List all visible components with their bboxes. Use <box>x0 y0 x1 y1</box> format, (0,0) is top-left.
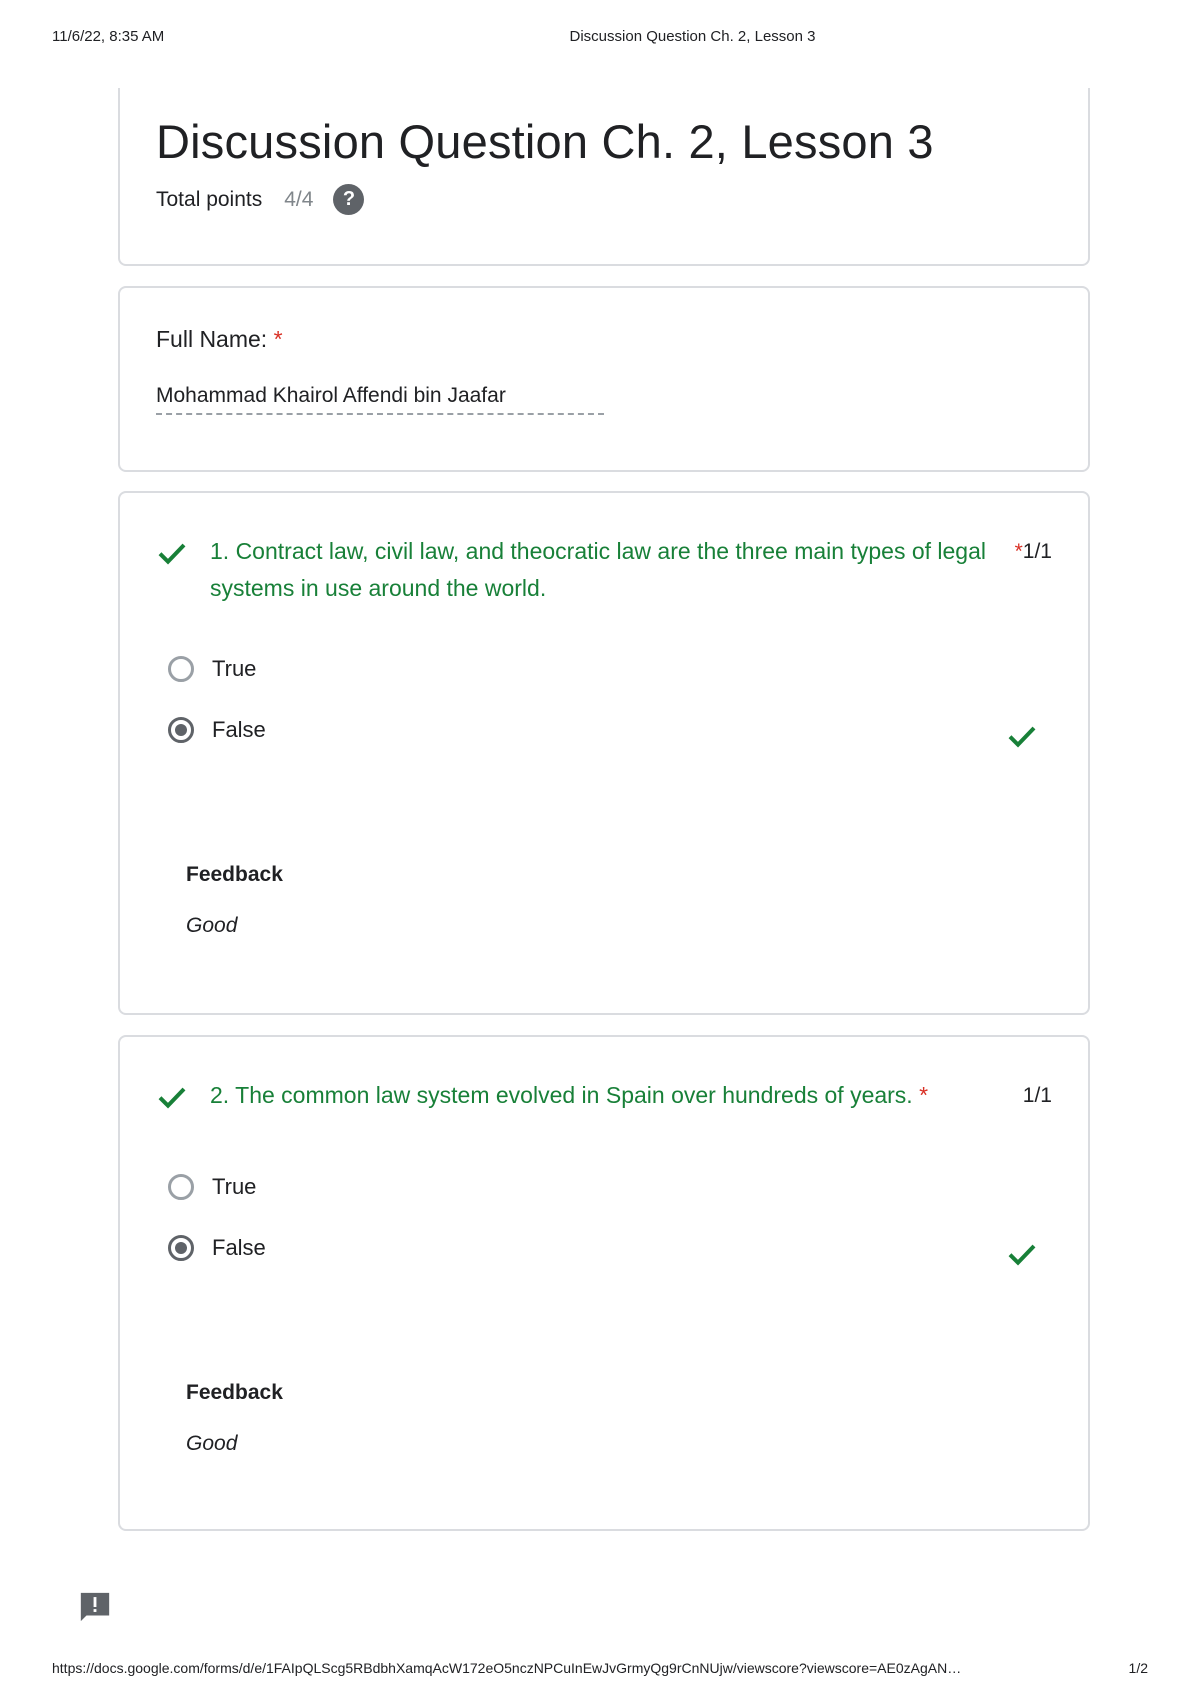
question-text <box>210 1077 990 1114</box>
correct-check-icon <box>156 1081 188 1113</box>
radio-selected[interactable] <box>168 1235 194 1261</box>
option-label: True <box>212 656 257 681</box>
option-true[interactable] <box>168 1174 256 1200</box>
option-false[interactable] <box>168 1235 266 1261</box>
question-text <box>210 533 990 607</box>
answer-correct-check-icon <box>1006 720 1038 752</box>
radio-unselected[interactable] <box>168 1174 194 1200</box>
feedback-text: Good <box>186 1432 238 1455</box>
full-name-value: Mohammad Khairol Affendi bin Jaafar <box>156 384 604 415</box>
print-doc-title: Discussion Question Ch. 2, Lesson 3 <box>569 28 816 45</box>
help-icon[interactable]: ? <box>333 184 364 215</box>
option-false[interactable] <box>168 717 266 743</box>
feedback-label: Feedback <box>186 863 283 886</box>
option-label: False <box>212 1235 266 1260</box>
form-header-card <box>118 88 1090 266</box>
question-card-1 <box>118 491 1090 1015</box>
question-2-text: 2. The common law system evolved in Spain over hundreds of years. <box>210 1082 913 1108</box>
option-true[interactable] <box>168 656 256 682</box>
total-points-row <box>156 184 364 215</box>
option-label: True <box>212 1174 257 1199</box>
form-title: Discussion Question Ch. 2, Lesson 3 <box>156 115 934 168</box>
total-points-value: 4/4 <box>284 187 314 211</box>
print-footer-url: https://docs.google.com/forms/d/e/1FAIpQLScg5RBdbhXamqAcW172eO5nczNPCuInEwJvGrmyQg9rCnNUjw/viewscore?viewscore=AE0zAgAN… <box>52 1660 962 1676</box>
full-name-card <box>118 286 1090 472</box>
option-label: False <box>212 717 266 742</box>
question-1-text: 1. Contract law, civil law, and theocratic law are the three main types of legal systems in use around the world. <box>210 538 987 601</box>
print-page-number: 1/2 <box>1128 1660 1148 1676</box>
question-card-2 <box>118 1035 1090 1531</box>
question-2-score: 1/1 <box>1022 1084 1052 1107</box>
correct-check-icon <box>156 537 188 569</box>
feedback-text: Good <box>186 914 238 937</box>
radio-unselected[interactable] <box>168 656 194 682</box>
question-score <box>1015 533 1052 570</box>
required-mark: * <box>919 1082 929 1108</box>
question-1-score: 1/1 <box>1022 540 1052 563</box>
required-mark: * <box>1014 540 1023 563</box>
print-datetime: 11/6/22, 8:35 AM <box>52 28 165 45</box>
feedback-label: Feedback <box>186 1381 283 1404</box>
radio-selected[interactable] <box>168 717 194 743</box>
report-issue-icon[interactable] <box>78 1590 112 1624</box>
full-name-label-text: Full Name: <box>156 326 268 352</box>
answer-correct-check-icon <box>1006 1238 1038 1270</box>
full-name-label <box>156 326 283 353</box>
total-points-label: Total points <box>156 187 263 211</box>
required-mark: * <box>273 326 283 352</box>
